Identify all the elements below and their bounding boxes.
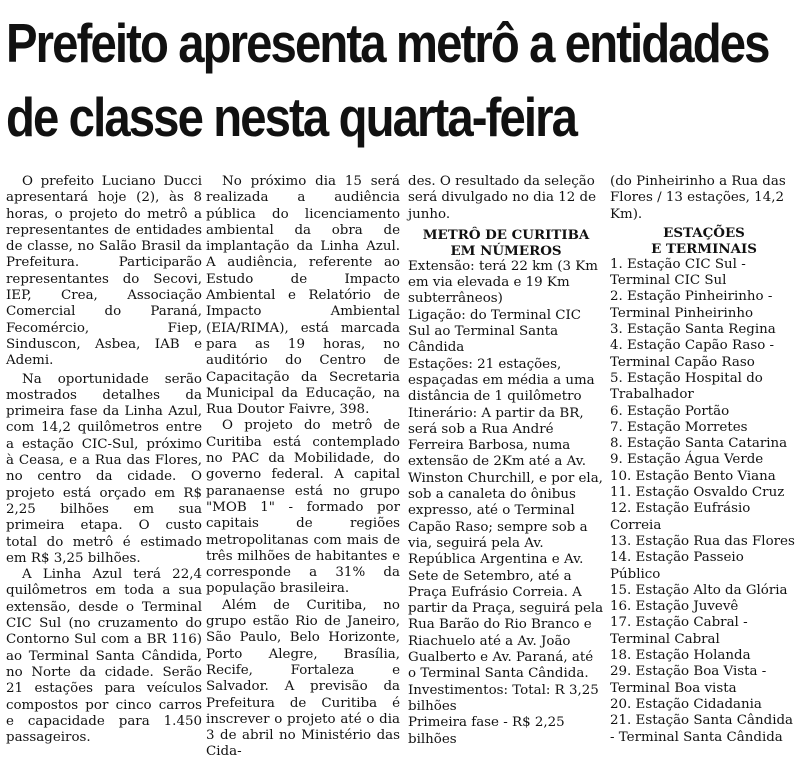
paragraph: O prefeito Luciano Ducci apresentará hoje (2), às 8 horas, o projeto do metrô a representantes de entidades de classe, no Salão Brasil da Prefeitura. Participarão representantes do Secovi, IEP, Crea, Associação Comercial do Paraná, Fecomércio, Fiep, Sinduscon, Asbea, IAB e Ademi. — [6, 174, 202, 369]
station-item: 9. Estação Água Verde — [610, 452, 764, 468]
station-item: 16. Estação Juvevê — [610, 599, 739, 615]
paragraph: No próximo dia 15 será realizada a audiência pública do licenciamento ambiental da obra de implantação da Linha Azul. A audiência, referente ao Estudo de Impacto Ambiental e Relatório de Impacto Ambiental (EIA/RIMA), está marcada para as 19 horas, no auditório do Centro de Capacitação da Secretaria Municipal da Educação, na Rua Doutor Faivre, 398. — [206, 174, 400, 418]
station-item: 12. Estação Eufrásio Correia — [610, 501, 751, 533]
fact-itinerario: Itinerário: A partir da BR, será sob a Rua André Ferreira Barbosa, numa extensão de 2Km até a Av. Winston Churchill, e por ela, sob a canaleta do ônibus expresso, até o Terminal Capão Raso; sempre sob a via, seguirá pela Av. República Argentina e Av. Sete de Setembro, até a Praça Eufrásio Correia. A partir da Praça, seguirá pela Rua Barão do Rio Branco e Riachuelo até a Av. João Gualberto e Av. Paraná, até o Terminal Santa Cândida. — [408, 405, 604, 682]
paragraph: Além de Curitiba, no grupo estão Rio de Janeiro, São Paulo, Belo Horizonte, Porto Alegre, Brasília, Recife, Fortaleza e Salvador. A previsão da Prefeitura de Curitiba é inscrever o projeto até o dia 3 de abril no Ministério das Cida- — [206, 597, 400, 760]
fact-investimentos: Investimentos: Total: R 3,25 bilhões — [408, 682, 599, 714]
station-item: 18. Estação Holanda — [610, 648, 751, 664]
headline-line-1: Prefeito apresenta metrô a entidades — [6, 12, 769, 74]
station-item: 5. Estação Hospital do Trabalhador — [610, 370, 763, 403]
station-item: 29. Estação Boa Vista - Terminal Boa vista — [610, 664, 767, 696]
station-item: 20. Estação Cidadania — [610, 696, 762, 712]
station-item: 6. Estação Portão — [610, 403, 730, 419]
paragraph: O projeto do metrô de Curitiba está contemplado no PAC da Mobilidade, do governo federal. A capital paranaense está no grupo "MOB 1" - formado por capitais de regiões metropolitanas com mais de três milhões de habitantes e corresponde a 31% da população brasileira. — [206, 418, 400, 597]
station-item: 13. Estação Rua das Flores — [610, 533, 795, 549]
paragraph: A Linha Azul terá 22,4 quilômetros em toda a sua extensão, desde o Terminal CIC Sul (no cruzamento do Contorno Sul com a BR 116) ao Terminal Santa Cândida, no Norte da cidade. Serão 21 estações para veículos compostos por cinco carros e capacidade para 1.450 passageiros. — [6, 567, 202, 746]
station-item: 4. Estação Capão Raso - Terminal Capão Raso — [610, 338, 775, 370]
section-heading — [408, 227, 604, 259]
station-item: 10. Estação Bento Viana — [610, 468, 776, 484]
article-column-1 — [6, 174, 202, 746]
paragraph: des. O resultado da seleção será divulgado no dia 12 de junho. — [408, 174, 597, 222]
section-heading-line-1: METRÔ DE CURITIBA — [422, 226, 590, 243]
fact-primeira-fase: Primeira fase - R$ 2,25 bilhões — [408, 715, 565, 747]
section-heading-line-2: EM NÚMEROS — [450, 242, 562, 259]
paragraph: (do Pinheirinho a Rua das Flores / 13 estações, 14,2 Km). — [610, 174, 786, 222]
fact-ligacao: Ligação: do Terminal CIC Sul ao Terminal Santa Cândida — [408, 307, 582, 356]
stations-list — [610, 257, 798, 746]
section-heading-line-2: E TERMINAIS — [651, 240, 757, 257]
article-column-2 — [206, 174, 400, 761]
section-heading-line-1: ESTAÇÕES — [663, 224, 745, 241]
station-item: 14. Estação Passeio Público — [610, 550, 744, 582]
station-item: 2. Estação Pinheirinho - Terminal Pinheirinho — [610, 289, 773, 321]
station-item: 7. Estação Morretes — [610, 419, 748, 435]
article-column-4 — [610, 174, 798, 746]
station-item: 11. Estação Osvaldo Cruz — [610, 485, 785, 501]
station-item: 17. Estação Cabral - Terminal Cabral — [610, 615, 748, 647]
headline-line-2: de classe nesta quarta-feira — [6, 86, 577, 148]
station-item: 1. Estação CIC Sul -Terminal CIC Sul — [610, 256, 746, 289]
article-column-3 — [408, 174, 604, 748]
station-item: 8. Estação Santa Catarina — [610, 436, 788, 452]
station-item: 21. Estação Santa Cândida - Terminal Santa Cândida — [610, 713, 794, 745]
station-item: 3. Estação Santa Regina — [610, 322, 776, 338]
station-item: 15. Estação Alto da Glória — [610, 582, 788, 598]
fact-estacoes: Estações: 21 estações, espaçadas em média a uma distância de 1 quilômetro — [408, 356, 595, 405]
headline — [6, 6, 795, 154]
fact-extensao: Extensão: terá 22 km (3 Km em via elevada e 19 Km subterrâneos) — [408, 258, 598, 307]
section-heading — [610, 225, 798, 257]
paragraph: Na oportunidade serão mostrados detalhes da primeira fase da Linha Azul, com 14,2 quilômetros entre a estação CIC-Sul, próximo à Ceasa, e a Rua das Flores, no centro da cidade. O projeto está orçado em R$ 2,25 bilhões em sua primeira etapa. O custo total do metrô é estimado em R$ 3,25 bilhões. — [6, 371, 202, 566]
